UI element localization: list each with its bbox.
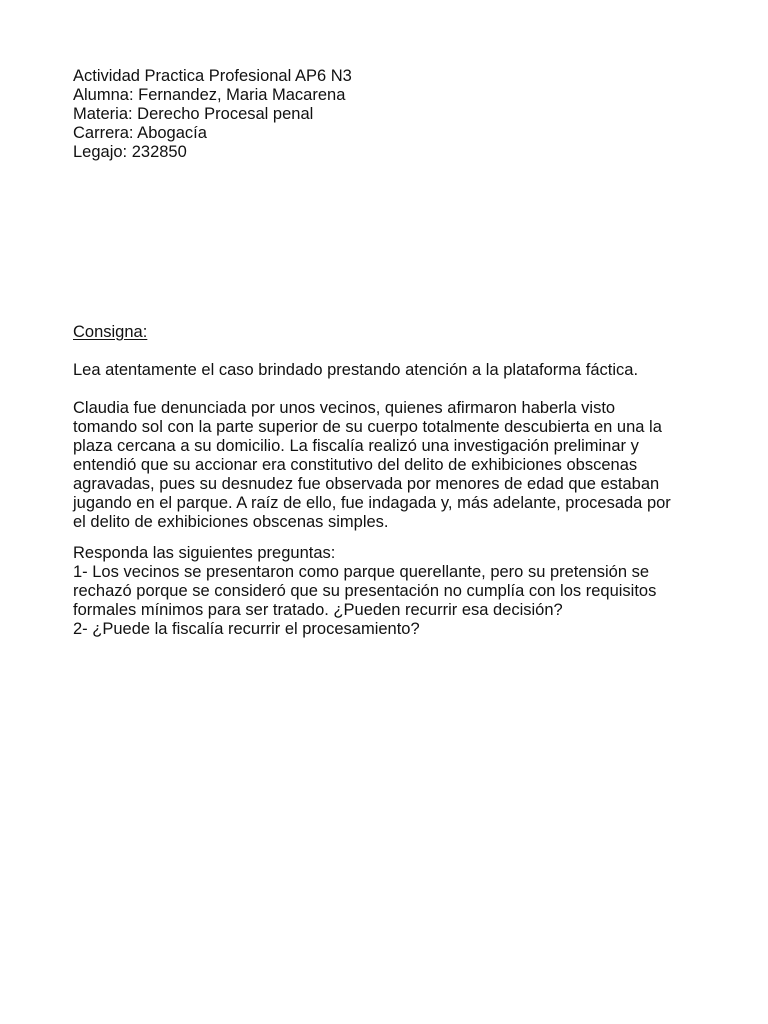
- questions-section: [73, 544, 713, 639]
- case-line: agravadas, pues su desnudez fue observada por menores de edad que estaban: [73, 475, 660, 493]
- career: Carrera: Abogacía: [73, 124, 207, 142]
- subject: Materia: Derecho Procesal penal: [73, 105, 314, 123]
- file-number: Legajo: 232850: [73, 143, 187, 161]
- question-line: 2- ¿Puede la fiscalía recurrir el procesamiento?: [73, 620, 420, 638]
- case-line: el delito de exhibiciones obscenas simples.: [73, 513, 389, 531]
- case-line: plaza cercana a su domicilio. La fiscalía realizó una investigación preliminar y: [73, 437, 639, 455]
- case-line: Claudia fue denunciada por unos vecinos, quienes afirmaron haberla visto: [73, 399, 616, 417]
- case-line: entendió que su accionar era constitutivo del delito de exhibiciones obscenas: [73, 456, 638, 474]
- instruction-text: Lea atentamente el caso brindado prestando atención a la plataforma fáctica.: [73, 361, 639, 379]
- case-line: jugando en el parque. A raíz de ello, fue indagada y, más adelante, procesada por: [73, 494, 671, 512]
- case-line: tomando sol con la parte superior de su cuerpo totalmente descubierta en una la: [73, 418, 662, 436]
- question-line: 1- Los vecinos se presentaron como parque querellante, pero su pretensión se: [73, 563, 650, 581]
- activity-title: Actividad Practica Profesional AP6 N3: [73, 67, 352, 85]
- question-line: rechazó porque se consideró que su presentación no cumplía con los requisitos: [73, 582, 657, 600]
- question-line: formales mínimos para ser tratado. ¿Pueden recurrir esa decisión?: [73, 601, 563, 619]
- case-paragraph: [73, 399, 713, 532]
- document-header: [73, 67, 713, 162]
- consigna-heading: Consigna:: [73, 323, 148, 341]
- questions-intro: Responda las siguientes preguntas:: [73, 544, 336, 562]
- student-name: Alumna: Fernandez, Maria Macarena: [73, 86, 346, 104]
